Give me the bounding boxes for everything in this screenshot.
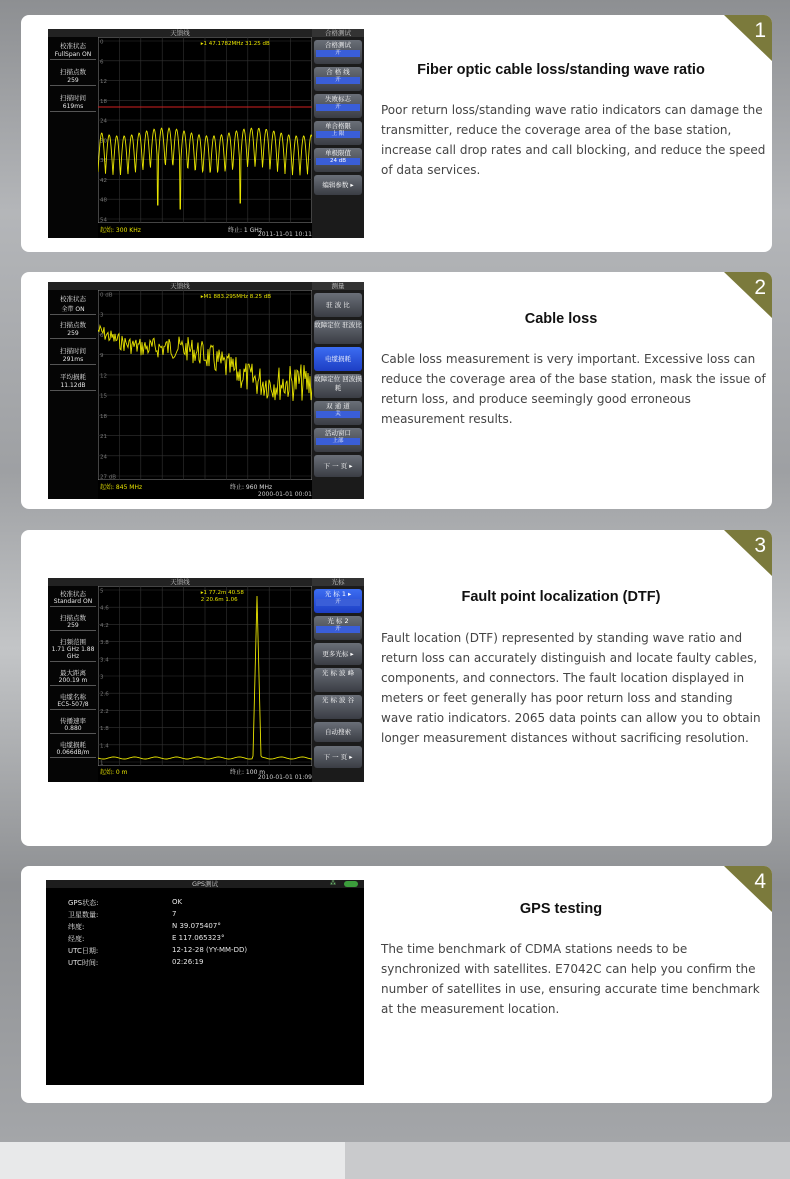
softkey-vswr[interactable]: 驻 波 比 — [314, 293, 362, 317]
screen-title: GPS测试 — [191, 880, 219, 888]
status-label: 扫描点数 — [60, 614, 86, 622]
screen-title: 天馈线 — [170, 29, 190, 37]
y-tick-label: 1.4 — [100, 743, 109, 750]
card-title: GPS testing — [519, 901, 603, 917]
gps-label: GPS状态: — [68, 899, 99, 907]
instrument-screen-3 — [48, 578, 364, 782]
trace-plot — [98, 290, 312, 480]
datetime: 2010-01-01 01:09 — [257, 774, 312, 781]
status-value: 259 — [50, 622, 96, 631]
softkey-pass-line[interactable]: 合 格 线 开 — [314, 67, 362, 91]
softkey-next-page[interactable]: 下 一 页 ▸ — [314, 746, 362, 768]
start-distance: 起始: 0 m — [100, 769, 128, 776]
marker-readout: ▸1 47.1782MHz 31.25 dB — [200, 41, 270, 47]
y-tick-label: 9 — [100, 353, 104, 360]
status-label: 扫描时间 — [60, 347, 86, 355]
gps-value: 02:26:19 — [172, 958, 204, 966]
softkey-dtf-return-loss[interactable]: 故障定位 回波损耗 — [314, 374, 362, 398]
status-value: 619ms — [50, 103, 96, 112]
status-label: 电缆名称 — [60, 693, 86, 701]
gps-screen — [46, 880, 364, 1085]
card-number: 4 — [754, 870, 766, 893]
y-tick-label: 36 — [100, 158, 107, 165]
gps-label: UTC日期: — [68, 947, 99, 955]
status-value: 全带 ON — [50, 304, 96, 315]
y-tick-label: 18 — [100, 413, 107, 420]
softkey-cursor-2[interactable]: 光 标 2 开 — [314, 616, 362, 640]
status-panel — [48, 586, 98, 782]
softkey-panel — [312, 290, 364, 499]
softkey-more-cursors[interactable]: 更多光标 ▸ — [314, 643, 362, 665]
trace-plot — [98, 586, 312, 766]
softkey-auto-search[interactable]: 自动搜索 — [314, 722, 362, 742]
y-tick-label: 30 — [100, 138, 107, 145]
y-tick-label: 27 dB — [100, 474, 117, 480]
card-number: 1 — [754, 19, 766, 42]
y-tick-label: 42 — [100, 177, 107, 184]
card-number: 2 — [754, 276, 766, 299]
gps-value: E 117.065323° — [172, 934, 225, 942]
card-description: Fault location (DTF) represented by standing wave ratio and return loss can accurately distinguish and locate faulty cables, components, and connectors. The fault location displayed in meters or feet generally has poor return loss and standing wave ratio indicators. 2065 data points can allow you to obtain longer measurement distances without sacrificing resolution. — [381, 631, 761, 745]
softkey-limit-type[interactable]: 单合格限 上 限 — [314, 121, 362, 145]
gps-label: UTC时间: — [68, 959, 99, 967]
status-label: 最大距离 — [60, 669, 86, 677]
y-tick-label: 48 — [100, 197, 107, 204]
status-value: 1.71 GHz 1.88 GHz — [51, 646, 95, 660]
status-label: 扫描点数 — [60, 321, 86, 329]
softkey-active-window[interactable]: 活动窗口 上部 — [314, 428, 362, 452]
screen-title: 天馈线 — [170, 282, 190, 290]
softkey-pass-test[interactable]: 合格测试 开 — [314, 40, 362, 64]
status-label: 校准状态 — [60, 295, 86, 303]
status-value: 259 — [50, 77, 96, 86]
card-description: The time benchmark of CDMA stations needs to be synchronized with satellites. E7042C can help you confirm the number of satellites in use, ensuring accurate time benchmark at the measurement location. — [381, 942, 760, 1016]
y-tick-label: 1 — [100, 760, 104, 766]
status-value: Standard ON — [50, 598, 96, 607]
y-tick-label: 4.2 — [100, 622, 109, 629]
softkey-cable-loss[interactable]: 电缆损耗 — [314, 347, 362, 371]
gps-label: 经度: — [68, 935, 85, 943]
y-tick-label: 3.4 — [100, 657, 109, 664]
status-value: 200.19 m — [50, 677, 96, 686]
status-value: EC5-507/8 — [50, 701, 96, 710]
softkey-fail-flag[interactable]: 失败标志 开 — [314, 94, 362, 118]
status-panel — [48, 290, 98, 499]
status-label: 校准状态 — [60, 590, 86, 598]
softkey-cursor-peak[interactable]: 光 标 波 峰 — [314, 668, 362, 692]
y-tick-label: 12 — [100, 373, 107, 380]
y-tick-label: 2.2 — [100, 708, 109, 715]
softkey-cursor-1[interactable]: 光 标 1 ▸ 开 — [314, 589, 362, 613]
status-value: 291ms — [50, 356, 96, 365]
signal-icon: ⁂ — [330, 880, 336, 887]
marker-readout: ▸M1 883.295MHz 8.25 dB — [200, 294, 272, 300]
status-label: 传播速率 — [60, 717, 86, 725]
card-title: Fault point localization (DTF) — [461, 589, 661, 605]
softkey-cursor-valley[interactable]: 光 标 波 谷 — [314, 695, 362, 719]
y-tick-label: 12 — [100, 79, 107, 86]
y-tick-label: 3 — [100, 674, 104, 681]
softkey-next-page[interactable]: 下 一 页 ▸ — [314, 455, 362, 477]
gps-label: 卫星数量: — [68, 911, 99, 919]
status-value: 11.12dB — [50, 382, 96, 391]
y-tick-label: 5 — [100, 588, 104, 595]
feature-card-1 — [21, 15, 772, 252]
softkey-panel — [312, 586, 364, 782]
y-tick-label: 0 — [100, 39, 104, 46]
status-label: 电缆损耗 — [60, 741, 86, 749]
feature-card-3 — [21, 530, 772, 846]
y-tick-label: 6 — [100, 332, 104, 339]
marker-readout: 2 20.6m 1.06 — [200, 597, 238, 603]
gps-value: 7 — [172, 910, 177, 918]
card-title: Cable loss — [524, 311, 598, 327]
gps-label: 纬度: — [68, 923, 85, 931]
feature-card-4 — [21, 866, 772, 1103]
status-label: 扫描点数 — [60, 68, 86, 76]
screen-mode: 合格测试 — [312, 29, 364, 37]
instrument-screen-1 — [48, 29, 364, 238]
instrument-screen-2 — [48, 282, 364, 499]
y-tick-label: 24 — [100, 454, 107, 461]
marker-readout: ▸1 77.2m 40.58 — [200, 590, 244, 596]
y-tick-label: 54 — [100, 217, 107, 223]
background-strip — [0, 1142, 790, 1179]
y-tick-label: 0 dB — [100, 292, 113, 299]
y-tick-label: 4.6 — [100, 605, 109, 612]
datetime: 2000-01-01 00:01 — [257, 491, 312, 498]
card-title: Fiber optic cable loss/standing wave ratio — [417, 62, 705, 78]
y-tick-label: 1.8 — [100, 726, 109, 733]
datetime: 2011-11-01 10:11 — [257, 231, 312, 238]
softkey-edit-params[interactable]: 编辑参数 ▸ — [314, 175, 362, 195]
softkey-limit-value[interactable]: 单极限值 24 dB — [314, 148, 362, 172]
y-tick-label: 15 — [100, 393, 107, 400]
gps-value: OK — [172, 898, 183, 906]
softkey-dtf-vswr[interactable]: 故障定位 驻波比 — [314, 320, 362, 344]
battery-icon — [344, 881, 358, 887]
gps-value: 12-12-28 (YY-MM-DD) — [172, 946, 248, 954]
screen-title: 天馈线 — [170, 578, 190, 586]
feature-card-2 — [21, 272, 772, 509]
status-panel — [48, 37, 98, 238]
status-value: 0.066dB/m — [50, 749, 96, 758]
status-value: 0.880 — [50, 725, 96, 734]
y-tick-label: 3 — [100, 312, 104, 319]
start-frequency: 起始: 300 KHz — [100, 227, 141, 234]
start-frequency: 起始: 845 MHz — [100, 484, 143, 491]
card-number: 3 — [754, 534, 766, 557]
y-tick-label: 21 — [100, 434, 107, 441]
softkey-panel — [312, 37, 364, 238]
stop-frequency: 终止: 960 MHz — [230, 484, 273, 491]
gps-value: N 39.075407° — [172, 922, 221, 930]
card-description: Poor return loss/standing wave ratio indicators can damage the transmitter, reduce the coverage area of the base station, increase call drop rates and call blocking, and reduce the speed of data services. — [381, 103, 766, 177]
y-tick-label: 18 — [100, 98, 107, 105]
y-tick-label: 3.8 — [100, 640, 109, 647]
status-label: 扫描时间 — [60, 94, 86, 102]
y-tick-label: 24 — [100, 118, 107, 125]
softkey-dual-channel[interactable]: 双 通 道 关 — [314, 401, 362, 425]
status-value: FullSpan ON — [50, 51, 96, 60]
y-tick-label: 2.6 — [100, 691, 109, 698]
stop-distance: 终止: 100 m — [230, 769, 266, 776]
y-tick-label: 6 — [100, 59, 104, 66]
trace-plot — [98, 37, 312, 223]
status-label: 平均损耗 — [60, 373, 86, 381]
status-label: 扫频范围 — [60, 638, 86, 646]
screen-mode: 光标 — [312, 578, 364, 586]
screen-mode: 测量 — [312, 282, 364, 290]
card-description: Cable loss measurement is very important. Excessive loss can reduce the coverage area of the base station, mask the issue of return loss, and produce seemingly good erroneous measurement results. — [381, 352, 766, 426]
status-label: 校准状态 — [60, 42, 86, 50]
status-value: 259 — [50, 330, 96, 339]
stop-frequency: 终止: 1 GHz — [228, 227, 262, 234]
